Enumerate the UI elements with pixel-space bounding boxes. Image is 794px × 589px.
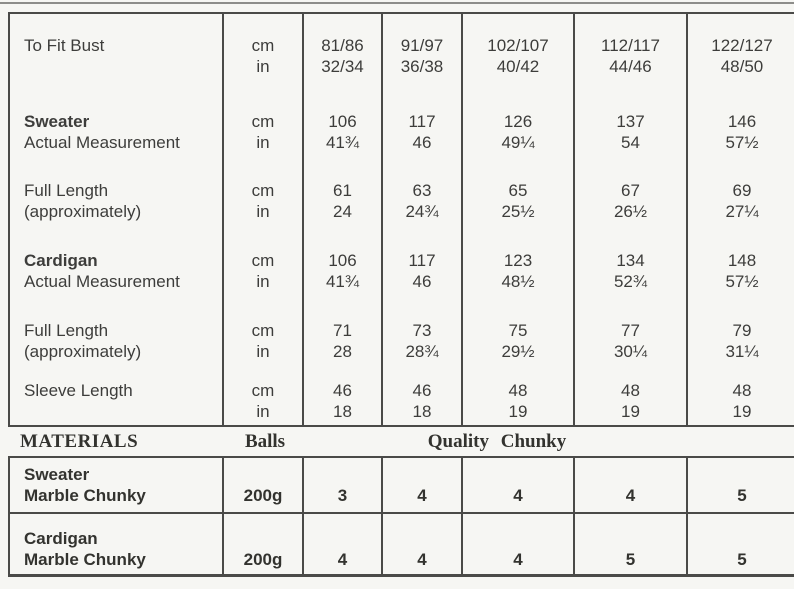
value-in: 24 [333,202,352,221]
value-cell [461,306,573,376]
value-in: 28 [333,342,352,361]
value-cell [381,98,461,166]
row-sublabel [24,56,222,77]
unit-cm-label: cm [251,380,275,400]
value-in: 54 [621,133,640,152]
value-in: 27¼ [725,202,759,221]
value-cell [381,14,461,98]
value-cm: 117 [408,251,436,270]
size-row-full-length-sweater [10,166,794,236]
balls-count-cell [573,514,686,576]
value-in: 24¾ [405,202,439,221]
value-cell [573,376,686,425]
value-in: 57½ [725,272,759,291]
balls-count: 4 [625,486,636,505]
value-cm: 65 [508,181,528,200]
unit-in-label: in [256,401,270,421]
value-cell [302,14,381,98]
value-cm: 63 [412,181,432,200]
value-in: 18 [412,401,432,421]
unit-cm-label: cm [251,181,275,200]
value-in: 46 [412,133,432,152]
balls-count: 5 [625,550,636,569]
value-cm: 73 [412,321,432,340]
weight-cell [222,458,302,512]
balls-count-cell [573,458,686,512]
value-in: 25½ [501,202,535,221]
balls-count: 4 [513,550,523,569]
balls-column-header: Balls [244,430,286,452]
balls-count: 4 [417,486,427,505]
row-label: Full Length [24,181,109,200]
value-cm: 146 [727,112,757,131]
value-in: 30¼ [613,342,648,361]
value-cm: 79 [732,321,752,340]
row-label-cell [10,458,222,512]
unit-cell [222,98,302,166]
value-in: 44/46 [609,57,652,76]
value-in: 18 [333,401,352,421]
value-in: 28¾ [405,342,439,361]
value-cm: 134 [616,251,645,270]
row-label: To Fit Bust [24,36,105,55]
materials-header-band [8,425,794,458]
unit-cm-label: cm [251,321,275,340]
size-table [8,12,794,425]
value-cell [686,376,794,425]
value-cm: 126 [503,112,533,131]
unit-cm-label: cm [251,251,275,270]
materials-table [8,458,794,577]
value-cm: 81/86 [321,36,364,55]
value-cm: 48 [621,380,640,400]
row-sublabel [24,401,222,422]
value-cell [302,98,381,166]
value-cell [302,236,381,306]
balls-count: 5 [737,550,747,569]
value-cell [461,376,573,425]
value-cm: 46 [412,380,432,400]
row-label: Cardigan [24,251,98,270]
row-label-cell [10,514,222,576]
unit-in-label: in [256,133,270,152]
value-in: 19 [508,401,528,421]
value-cm: 67 [621,181,640,200]
value-cell [302,166,381,236]
value-cm: 112/117 [601,36,660,55]
row-label-cell [10,236,222,306]
balls-count: 4 [513,486,523,505]
value-cm: 69 [732,181,752,200]
value-in: 46 [412,272,432,291]
balls-count-cell [302,458,381,512]
value-in: 31¼ [725,342,759,361]
balls-count: 4 [417,550,427,569]
unit-cell [222,166,302,236]
row-label-cell [10,98,222,166]
row-label-cell [10,376,222,425]
value-cell [573,98,686,166]
value-cm: 102/107 [487,36,549,55]
value-cell [461,236,573,306]
value-cm: 77 [621,321,640,340]
value-in: 57½ [725,133,759,152]
value-cm: 75 [508,321,528,340]
row-sublabel: Marble Chunky [24,550,146,569]
row-label: Full Length [24,321,109,340]
value-in: 19 [621,401,640,421]
value-in: 49¼ [501,133,535,152]
size-row-sleeve-length [10,376,794,425]
row-label-cell [10,306,222,376]
unit-in-label: in [256,57,270,76]
row-sublabel: Actual Measurement [24,272,180,291]
row-sublabel: Actual Measurement [24,133,180,152]
size-row-cardigan [10,236,794,306]
materials-row-cardigan [10,512,794,576]
value-cm: 61 [333,181,352,200]
value-in: 40/42 [496,57,540,76]
value-cell [461,166,573,236]
value-cm: 122/127 [711,36,773,55]
materials-title: MATERIALS [20,430,139,452]
unit-cell [222,376,302,425]
value-in: 26½ [613,202,648,221]
row-label: Sweater [24,112,90,131]
unit-cell [222,236,302,306]
balls-count-cell [381,458,461,512]
value-in: 32/34 [321,57,364,76]
value-in: 41¾ [325,272,360,291]
value-in: 52¾ [613,272,648,291]
balls-count-cell [461,514,573,576]
value-cell [302,376,381,425]
row-label: Sleeve Length [24,380,133,400]
value-cm: 106 [328,112,357,131]
balls-count-cell [686,514,794,576]
value-cell [573,14,686,98]
balls-count: 5 [737,486,747,505]
value-cm: 48 [508,380,528,400]
value-in: 36/38 [400,57,444,76]
value-in: 19 [732,401,752,421]
value-cell [573,166,686,236]
value-cell [302,306,381,376]
unit-in-label: in [256,342,270,361]
value-cm: 48 [732,380,752,400]
ball-weight: 200g [243,550,283,569]
unit-in-label: in [256,272,270,291]
value-in: 48½ [501,272,535,291]
balls-count: 4 [337,550,348,569]
value-cm: 91/97 [400,36,444,55]
value-cm: 137 [616,112,645,131]
balls-count: 3 [337,486,348,505]
value-cell [686,14,794,98]
value-in: 48/50 [720,57,764,76]
value-cell [381,166,461,236]
unit-cm-label: cm [251,112,275,131]
row-sublabel: Marble Chunky [24,486,146,505]
value-cell [461,98,573,166]
unit-cell [222,14,302,98]
value-cm: 71 [333,321,352,340]
row-label: Sweater [24,465,90,484]
balls-count-cell [381,514,461,576]
size-row-full-length-cardigan [10,306,794,376]
value-cell [573,236,686,306]
top-rule-line [0,2,794,4]
unit-cell [222,306,302,376]
value-cm: 123 [503,251,533,270]
unit-in-label: in [256,202,270,221]
weight-cell [222,514,302,576]
ball-weight: 200g [243,486,283,505]
value-cm: 46 [333,380,352,400]
value-cell [381,376,461,425]
balls-count-cell [461,458,573,512]
row-label-cell [10,14,222,98]
row-label: Cardigan [24,529,98,548]
value-cell [686,98,794,166]
size-row-to-fit-bust [10,14,794,98]
value-cell [461,14,573,98]
unit-cm-label: cm [251,36,275,55]
value-in: 29½ [501,342,535,361]
row-sublabel: (approximately) [24,202,142,221]
value-cell [381,236,461,306]
size-row-sweater [10,98,794,166]
value-cell [686,306,794,376]
value-cm: 148 [727,251,757,270]
quality-header: Quality Chunky [427,430,567,452]
value-cell [381,306,461,376]
balls-count-cell [302,514,381,576]
row-sublabel: (approximately) [24,342,142,361]
value-cell [686,236,794,306]
value-cell [686,166,794,236]
materials-row-sweater [10,458,794,512]
row-label-cell [10,166,222,236]
value-cm: 106 [328,251,357,270]
value-cell [573,306,686,376]
value-cm: 117 [408,112,436,131]
balls-count-cell [686,458,794,512]
value-in: 41¾ [325,133,360,152]
